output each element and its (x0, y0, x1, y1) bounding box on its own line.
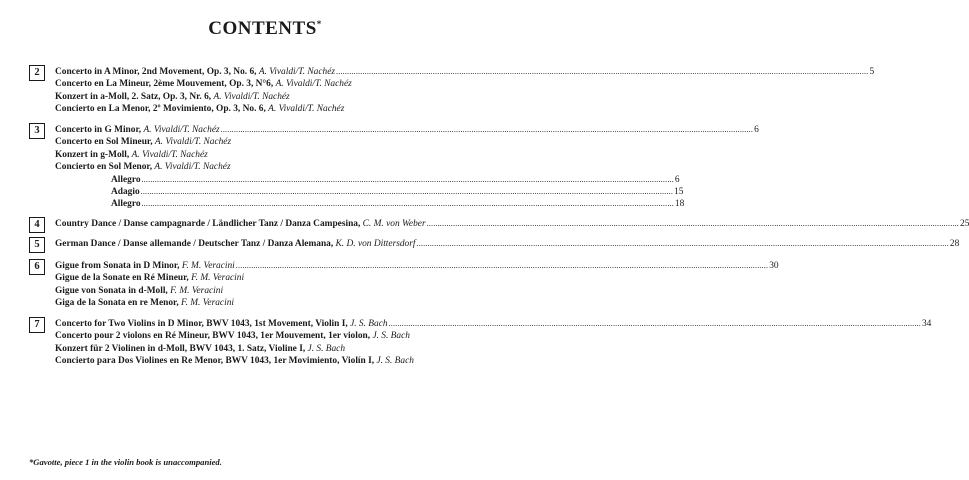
page-number: 28 (949, 239, 960, 249)
piece-title: Concerto en La Mineur, 2ème Mouvement, Op. 3, N°6, (55, 79, 274, 90)
piece-title: Concerto in G Minor, (55, 125, 142, 135)
composer: F. M. Veracini (181, 261, 235, 271)
page-number: 15 (674, 186, 684, 197)
toc-line (55, 355, 501, 367)
piece-number: 7 (29, 317, 45, 333)
movement-line[interactable] (55, 186, 684, 198)
toc-line (55, 136, 501, 148)
dot-leader: .................................................................................................................................................................................................................................................. (426, 219, 960, 228)
toc-line (55, 330, 501, 342)
movement-title: Adagio (111, 186, 140, 197)
composer: C. M. von Weber (362, 219, 426, 229)
toc-line (55, 91, 501, 103)
piece-number: 6 (29, 259, 45, 275)
piece-title: Gigue from Sonata in D Minor, (55, 261, 180, 271)
piece-title: Concerto for Two Violins in D Minor, BWV 1043, 1st Movement, Violin I, (55, 319, 348, 329)
piece-title: Concerto in A Minor, 2nd Movement, Op. 3, No. 6, (55, 67, 257, 77)
movement-line[interactable] (55, 198, 685, 210)
composer: A. Vivaldi/T. Nachéz (258, 67, 336, 77)
composer: A. Vivaldi/T. Nachéz (213, 91, 290, 102)
piece-title: Concierto en La Menor, 2º Movimiento, Op. 3, No. 6, (55, 104, 266, 115)
page-number: 18 (674, 199, 685, 210)
toc-line (55, 297, 501, 309)
piece-title: Konzert für 2 Violinen in d-Moll, BWV 1043, 1. Satz, Violine I, (55, 343, 306, 354)
toc-line[interactable] (55, 238, 960, 250)
title-footnote-mark: * (316, 19, 322, 29)
piece-title: Country Dance / Danse campagnarde / Ländlicher Tanz / Danza Campesina, (55, 219, 361, 229)
composer: K. D. von Dittersdorf (335, 239, 416, 249)
toc-line (55, 149, 501, 161)
toc-line (55, 343, 501, 355)
page-number: 34 (921, 319, 932, 329)
piece-number: 5 (29, 237, 45, 253)
composer: J. S. Bach (307, 343, 346, 354)
composer: A. Vivaldi/T. Nachéz (131, 149, 208, 160)
movement-title: Allegro (111, 199, 141, 210)
piece-number: 2 (29, 65, 45, 81)
dot-leader: .................................................................................................................................................................................................................................................. (140, 186, 674, 196)
composer: J. S. Bach (376, 356, 414, 367)
piece-title: Konzert in g-Moll, (55, 149, 130, 160)
piece-title: Concerto en Sol Mineur, (55, 137, 153, 148)
page-number: 6 (754, 125, 759, 135)
toc-line (55, 78, 501, 90)
composer: A. Vivaldi/T. Nachéz (268, 104, 345, 115)
page-title (0, 18, 530, 40)
footnote: *Gavotte, piece 1 in the violin book is unaccompanied. (29, 457, 222, 467)
page-number: 30 (769, 261, 779, 271)
toc-line[interactable] (55, 260, 779, 272)
piece-number: 3 (29, 123, 45, 139)
toc-line[interactable] (55, 66, 875, 78)
page-number: 25 (960, 219, 969, 229)
composer: A. Vivaldi/T. Nachéz (275, 79, 352, 90)
composer: A. Vivaldi/T. Nachéz (154, 137, 232, 148)
dot-leader: .................................................................................................................................................................................................................................................. (141, 174, 674, 184)
page-number: 5 (869, 67, 875, 77)
toc-line (55, 272, 501, 284)
piece-title: Concierto en Sol Menor, (55, 162, 153, 173)
piece-title: Concerto pour 2 violons en Ré Mineur, BWV 1043, 1er Mouvement, 1er violon, (55, 331, 371, 342)
dot-leader: .................................................................................................................................................................................................................................................. (235, 261, 769, 270)
dot-leader: .................................................................................................................................................................................................................................................. (220, 125, 754, 134)
toc-line[interactable] (55, 318, 932, 330)
dot-leader: .................................................................................................................................................................................................................................................. (141, 199, 674, 209)
movement-title: Allegro (111, 174, 141, 185)
composer: J. S. Bach (350, 319, 388, 329)
toc-line[interactable] (55, 218, 969, 230)
dot-leader: .................................................................................................................................................................................................................................................. (416, 239, 949, 248)
piece-title: Gigue de la Sonate en Ré Mineur, (55, 273, 189, 284)
piece-title: Concierto para Dos Violines en Re Menor, BWV 1043, 1er Movimiento, Violín I, (55, 356, 375, 367)
piece-title: German Dance / Danse allemande / Deutscher Tanz / Danza Alemana, (55, 239, 334, 249)
composer: A. Vivaldi/T. Nachéz (154, 162, 231, 173)
composer: F. M. Veracini (181, 298, 234, 309)
composer: F. M. Veracini (170, 285, 224, 296)
page-number: 6 (674, 174, 680, 185)
piece-title: Giga de la Sonata en re Menor, (55, 298, 179, 309)
toc-line[interactable] (55, 124, 759, 136)
toc-line (55, 161, 501, 173)
piece-title: Gigue von Sonata in d-Moll, (55, 285, 168, 296)
dot-leader: .................................................................................................................................................................................................................................................. (388, 319, 921, 328)
dot-leader: .................................................................................................................................................................................................................................................. (336, 67, 869, 76)
toc-line (55, 285, 501, 297)
composer: J. S. Bach (372, 331, 410, 342)
composer: A. Vivaldi/T. Nachéz (143, 125, 220, 135)
toc-line (55, 103, 501, 115)
piece-title: Konzert in a-Moll, 2. Satz, Op. 3, Nr. 6, (55, 91, 212, 102)
piece-number: 4 (29, 217, 45, 233)
movement-line[interactable] (55, 174, 680, 186)
composer: F. M. Veracini (191, 273, 245, 284)
page-title-text: CONTENTS (208, 18, 317, 39)
